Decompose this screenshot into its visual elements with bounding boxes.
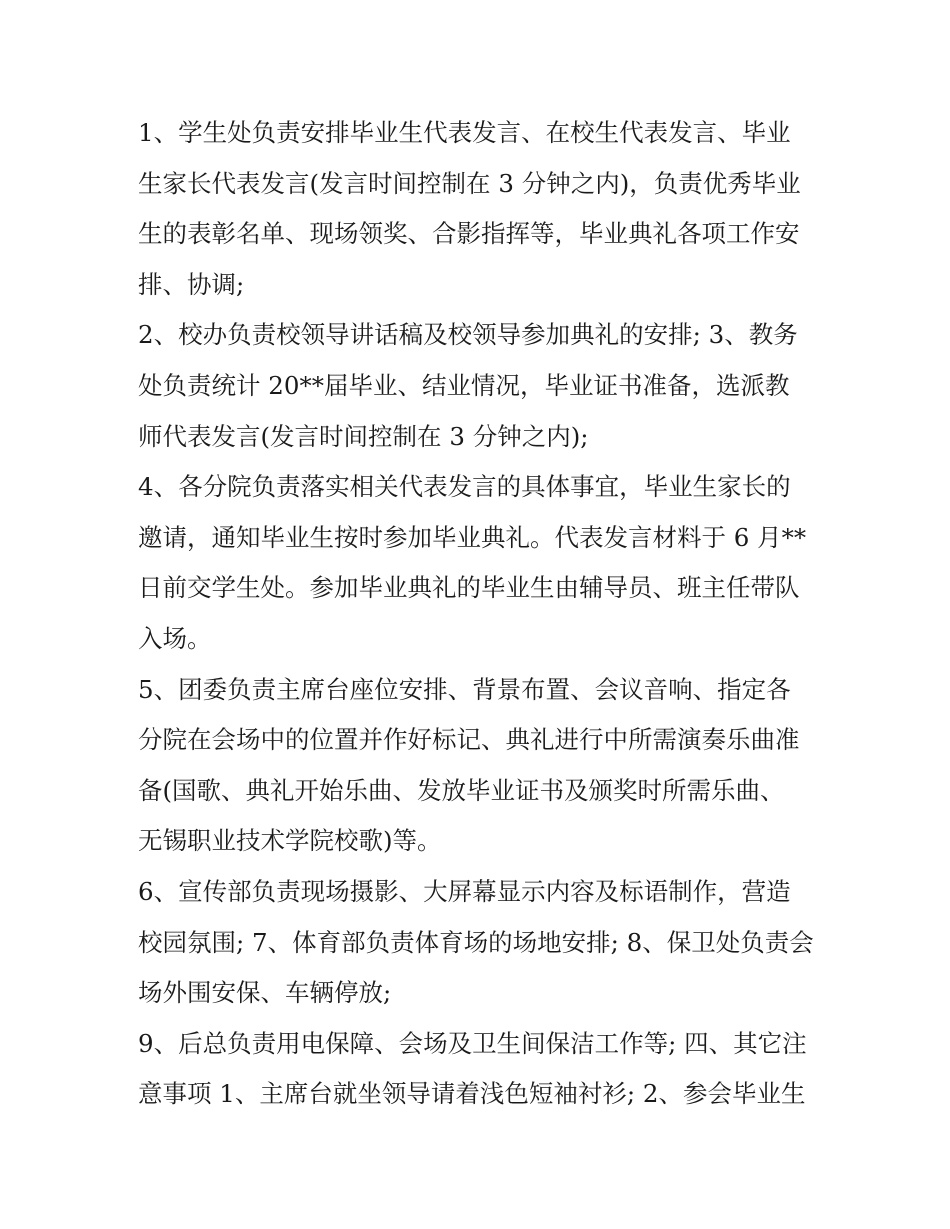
text-line: 9、后总负责用电保障、会场及卫生间保洁工作等; 四、其它注 <box>138 1028 807 1058</box>
text-line: 师代表发言(发言时间控制在 3 分钟之内); <box>138 421 589 451</box>
text-line: 处负责统计 20**届毕业、结业情况，毕业证书准备，选派教 <box>138 370 790 400</box>
text-line: 邀请，通知毕业生按时参加毕业典礼。代表发言材料于 6 月** <box>138 522 807 552</box>
text-line: 1、学生处负责安排毕业生代表发言、在校生代表发言、毕业 <box>138 118 791 147</box>
text-line: 场外围安保、车辆停放; <box>138 978 392 1008</box>
text-line: 6、宣传部负责现场摄影、大屏幕显示内容及标语制作，营造 <box>138 876 791 906</box>
text-line: 4、各分院负责落实相关代表发言的具体事宜，毕业生家长的 <box>138 472 791 502</box>
text-line: 排、协调; <box>138 269 245 299</box>
text-line: 备(国歌、典礼开始乐曲、发放毕业证书及颁奖时所需乐曲、 <box>138 775 785 805</box>
text-line: 校园氛围; 7、体育部负责体育场的场地安排; 8、保卫处负责会 <box>138 927 814 957</box>
document-body <box>138 108 828 1120</box>
text-line: 入场。 <box>138 623 212 653</box>
text-line: 无锡职业技术学院校歌)等。 <box>138 826 442 856</box>
text-line: 分院在会场中的位置并作好标记、典礼进行中所需演奏乐曲准 <box>138 725 800 755</box>
text-line: 意事项 1、主席台就坐领导请着浅色短袖衬衫; 2、参会毕业生 <box>138 1079 806 1109</box>
text-line: 生家长代表发言(发言时间控制在 3 分钟之内)，负责优秀毕业 <box>138 168 801 198</box>
text-line: 5、团委负责主席台座位安排、背景布置、会议音响、指定各 <box>138 674 791 704</box>
text-line: 日前交学生处。参加毕业典礼的毕业生由辅导员、班主任带队 <box>138 573 800 603</box>
text-line: 生的表彰名单、现场领奖、合影指挥等，毕业典礼各项工作安 <box>138 219 800 249</box>
text-line: 2、校办负责校领导讲话稿及校领导参加典礼的安排; 3、教务 <box>138 320 798 350</box>
